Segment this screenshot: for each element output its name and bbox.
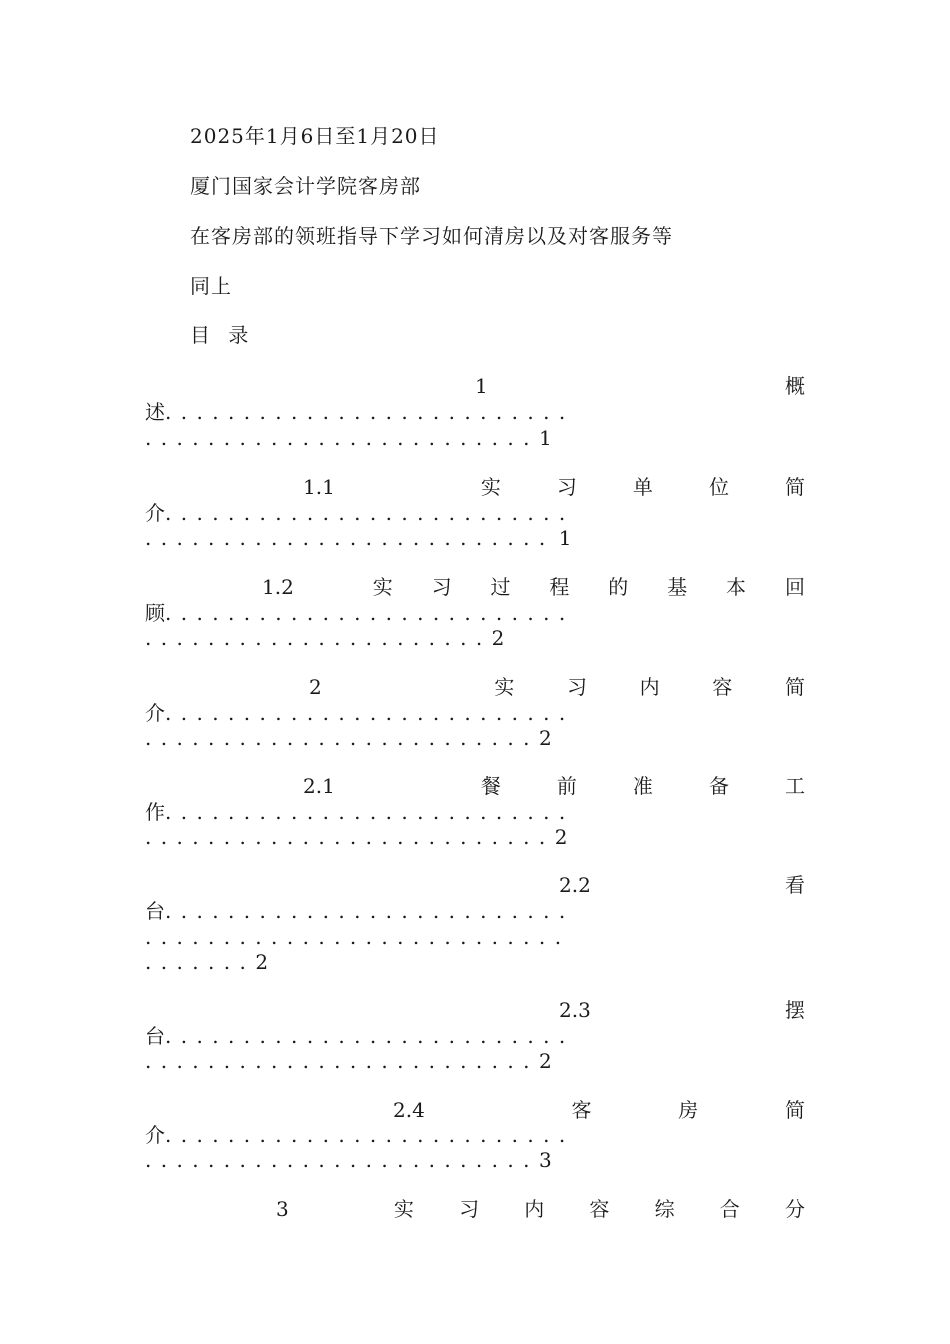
toc-entry-1-1-word: 简	[784, 475, 805, 499]
toc-entry-2-2-leader-2	[145, 924, 805, 950]
toc-entry-3-word: 实	[393, 1197, 414, 1221]
toc-entry-2-3-heading[interactable]	[145, 997, 805, 1023]
toc-entry-2-4-tail: 介	[145, 1123, 165, 1147]
toc-entry-1-word: 概	[785, 374, 805, 398]
toc-entry-1-leader	[145, 399, 805, 425]
toc-entry-2-4-word: 简	[784, 1098, 805, 1122]
toc-entry-2-4-leader-2	[145, 1147, 805, 1173]
toc-leader-dots: ..........................	[165, 1123, 575, 1147]
toc-entry-2-2-leader-3	[145, 949, 805, 975]
toc-leader-dots: ...........................	[145, 925, 571, 949]
toc-entry-2-3-number: 2.3	[559, 998, 591, 1022]
toc-leader-dots: .........................	[145, 426, 539, 450]
toc-entry-2-word: 习	[567, 675, 588, 699]
toc-leader-dots: ..........................	[145, 825, 555, 849]
toc-entry-2-3-tail: 台	[145, 1024, 165, 1048]
toc-entry-1-1-word: 习	[556, 475, 577, 499]
toc-entry-2-1-word: 备	[708, 774, 729, 798]
toc-entry-1-2-word: 习	[431, 575, 452, 599]
toc-entry-2-2-heading[interactable]	[145, 872, 805, 898]
toc-entry-1-2-leader-2	[145, 625, 805, 651]
date-range-line: 2025年1月6日至1月20日	[190, 124, 440, 148]
toc-entry-2-leader-2	[145, 725, 805, 751]
toc-entry-2-2-page: 2	[255, 950, 269, 974]
toc-entry-2-2-tail: 台	[145, 899, 165, 923]
toc-entry-1-1-page: 1	[558, 526, 572, 550]
toc-entry-1-2-heading[interactable]	[262, 574, 805, 600]
toc-entry-3-number: 3	[276, 1197, 289, 1221]
toc-entry-2-1-word: 准	[632, 774, 653, 798]
toc-entry-3-word: 分	[784, 1197, 805, 1221]
toc-entry-2-4-word: 客	[571, 1098, 592, 1122]
toc-entry-1-1-heading[interactable]	[303, 474, 805, 500]
toc-entry-2-leader	[145, 700, 805, 726]
toc-entry-1-2-word: 过	[490, 575, 511, 599]
toc-leader-dots: ..........................	[165, 899, 575, 923]
toc-entry-2-word: 实	[494, 675, 515, 699]
toc-entry-2-word: 内	[639, 675, 660, 699]
toc-entry-1-2-word: 实	[372, 575, 393, 599]
toc-entry-1-1-number: 1.1	[303, 475, 335, 499]
toc-entry-2-3-page: 2	[538, 1049, 552, 1073]
toc-entry-3-word: 习	[459, 1197, 480, 1221]
toc-entry-2-4-number: 2.4	[393, 1098, 425, 1122]
toc-entry-1-2-word: 的	[608, 575, 629, 599]
toc-entry-2-1-leader-2	[145, 824, 805, 850]
toc-entry-1-2-word: 基	[667, 575, 688, 599]
toc-leader-dots: ......................	[145, 626, 492, 650]
toc-entry-3-word: 合	[719, 1197, 740, 1221]
same-as-above-line: 同上	[190, 274, 232, 298]
toc-entry-1-2-word: 本	[726, 575, 747, 599]
toc-entry-2-word: 容	[712, 675, 733, 699]
toc-entry-1-1-tail: 介	[145, 501, 165, 525]
toc-leader-dots: ..........................	[165, 701, 575, 725]
toc-entry-2-1-heading[interactable]	[303, 773, 805, 799]
toc-entry-1-1-word: 实	[480, 475, 501, 499]
toc-entry-1-page: 1	[538, 426, 552, 450]
toc-entry-1-tail: 述	[145, 400, 165, 424]
toc-leader-dots: ..........................	[165, 1024, 575, 1048]
toc-entry-1-2-word: 回	[784, 575, 805, 599]
toc-entry-1-2-page: 2	[491, 626, 505, 650]
toc-entry-1-heading[interactable]	[145, 373, 805, 399]
toc-entry-1-leader-2	[145, 425, 805, 451]
toc-entry-2-2-number: 2.2	[559, 873, 591, 897]
toc-entry-1-1-leader-2	[145, 525, 805, 551]
toc-entry-2-1-word: 工	[784, 774, 805, 798]
toc-entry-2-1-word: 餐	[480, 774, 501, 798]
toc-entry-1-2-tail: 顾	[145, 601, 165, 625]
toc-entry-1-number: 1	[475, 374, 488, 398]
toc-entry-2-4-word: 房	[678, 1098, 699, 1122]
toc-entry-3-heading[interactable]	[276, 1196, 805, 1222]
toc-entry-3-word: 容	[589, 1197, 610, 1221]
toc-entry-2-3-leader	[145, 1023, 805, 1049]
toc-leader-dots: ..........................	[165, 800, 575, 824]
toc-entry-1-1-word: 位	[708, 475, 729, 499]
toc-entry-1-1-leader	[145, 500, 805, 526]
toc-entry-2-tail: 介	[145, 701, 165, 725]
toc-leader-dots: .......	[145, 950, 256, 974]
toc-leader-dots: .........................	[145, 726, 539, 750]
toc-entry-1-2-word: 程	[549, 575, 570, 599]
toc-leader-dots: ..........................	[165, 501, 575, 525]
toc-entry-3-word: 内	[524, 1197, 545, 1221]
toc-entry-2-4-leader	[145, 1122, 805, 1148]
toc-entry-3-word: 综	[654, 1197, 675, 1221]
toc-leader-dots: ..........................	[145, 526, 555, 550]
toc-entry-2-2-leader	[145, 898, 805, 924]
toc-entry-2-page: 2	[538, 726, 552, 750]
toc-entry-2-heading[interactable]	[309, 674, 805, 700]
department-line: 厦门国家会计学院客房部	[190, 174, 421, 198]
toc-entry-2-word: 简	[784, 675, 805, 699]
toc-leader-dots: .........................	[145, 1049, 539, 1073]
toc-entry-2-4-heading[interactable]	[393, 1097, 805, 1123]
toc-leader-dots: ..........................	[165, 601, 575, 625]
toc-leader-dots: .........................	[145, 1148, 539, 1172]
toc-entry-2-3-leader-2	[145, 1048, 805, 1074]
toc-entry-2-2-word: 看	[785, 873, 805, 897]
toc-entry-2-1-tail: 作	[145, 800, 165, 824]
toc-entry-2-3-word: 摆	[785, 998, 805, 1022]
toc-entry-1-2-number: 1.2	[262, 575, 294, 599]
toc-entry-2-1-page: 2	[554, 825, 568, 849]
toc-entry-1-1-word: 单	[632, 475, 653, 499]
toc-entry-2-4-page: 3	[538, 1148, 552, 1172]
toc-entry-2-number: 2	[309, 675, 322, 699]
toc-entry-1-2-leader	[145, 600, 805, 626]
description-line: 在客房部的领班指导下学习如何清房以及对客服务等	[190, 224, 673, 248]
toc-entry-2-1-leader	[145, 799, 805, 825]
toc-title: 目 录	[190, 323, 255, 347]
toc-leader-dots: ..........................	[165, 400, 575, 424]
toc-entry-2-1-word: 前	[556, 774, 577, 798]
toc-entry-2-1-number: 2.1	[303, 774, 335, 798]
